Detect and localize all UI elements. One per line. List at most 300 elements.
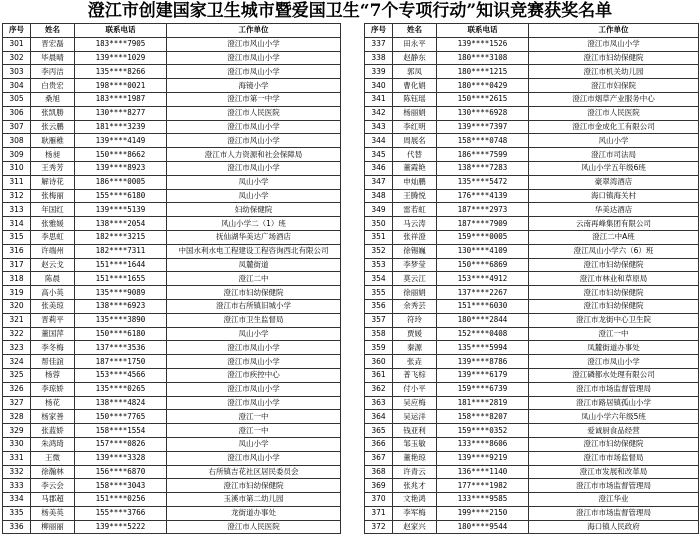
cell-index: 310	[3, 161, 31, 175]
cell-name: 毕晨晴	[31, 51, 75, 65]
cell-workplace: 澄江市人力资源和社会保障局	[167, 148, 341, 162]
cell-index: 338	[365, 51, 393, 65]
table-row	[365, 506, 699, 520]
table-row	[3, 203, 341, 217]
table-row	[365, 217, 699, 231]
cell-phone: 158****8207	[437, 410, 529, 424]
winners-table-right	[364, 23, 699, 534]
cell-index: 332	[3, 465, 31, 479]
cell-index: 334	[3, 493, 31, 507]
cell-name: 普飞棕	[393, 368, 437, 382]
cell-name: 许端州	[31, 244, 75, 258]
table-row	[3, 244, 341, 258]
cell-workplace: 澄江市龙街中心卫生院	[529, 313, 699, 327]
cell-phone: 150****6180	[75, 327, 167, 341]
cell-phone: 130****4109	[437, 244, 529, 258]
cell-index: 371	[365, 506, 393, 520]
cell-phone: 139****6179	[437, 368, 529, 382]
table-row	[365, 134, 699, 148]
cell-phone: 155****3766	[75, 506, 167, 520]
table-row	[3, 355, 341, 369]
cell-index: 333	[3, 479, 31, 493]
table-row	[365, 286, 699, 300]
header-phone: 联系电话	[75, 24, 167, 38]
cell-workplace: 澄江市市场监督管理局	[529, 382, 699, 396]
cell-workplace: 风山小学二（1）班	[167, 217, 341, 231]
cell-workplace: 凤麓街道办事处	[529, 341, 699, 355]
table-row	[3, 230, 341, 244]
cell-name: 徐丽娟	[393, 286, 437, 300]
cell-index: 372	[365, 520, 393, 534]
cell-index: 322	[3, 327, 31, 341]
cell-name: 钱亚利	[393, 424, 437, 438]
cell-workplace: 澄江市风山小学	[167, 37, 341, 51]
cell-phone: 135****5472	[437, 175, 529, 189]
cell-workplace: 风山小学	[529, 134, 699, 148]
cell-name: 董国萍	[31, 327, 75, 341]
cell-phone: 137****3536	[75, 341, 167, 355]
cell-workplace: 澄江市妇保院	[529, 79, 699, 93]
table-header-row	[365, 24, 699, 38]
cell-name: 张蓝娇	[31, 424, 75, 438]
cell-index: 308	[3, 134, 31, 148]
table-row	[365, 451, 699, 465]
cell-phone: 139****9219	[437, 451, 529, 465]
cell-phone: 151****1655	[75, 272, 167, 286]
cell-phone: 130****8277	[75, 106, 167, 120]
cell-index: 362	[365, 382, 393, 396]
cell-index: 369	[365, 479, 393, 493]
cell-name: 张祥澄	[393, 230, 437, 244]
table-row	[3, 286, 341, 300]
cell-phone: 137****2267	[437, 286, 529, 300]
cell-phone: 159****0005	[437, 230, 529, 244]
cell-phone: 177****1982	[437, 479, 529, 493]
cell-workplace: 澄江华业	[529, 493, 699, 507]
cell-phone: 181****3239	[75, 120, 167, 134]
cell-phone: 157****0826	[75, 437, 167, 451]
cell-index: 317	[3, 258, 31, 272]
page-title: 澄江市创建国家卫生城市暨爱国卫生“7个专项行动”知识竞赛获奖名单	[87, 1, 613, 21]
cell-index: 348	[365, 189, 393, 203]
table-row	[3, 161, 341, 175]
cell-index: 303	[3, 65, 31, 79]
cell-workplace: 凤山小学	[167, 437, 341, 451]
cell-index: 368	[365, 465, 393, 479]
table-row	[3, 148, 341, 162]
cell-name: 赵云戈	[31, 258, 75, 272]
cell-workplace: 爱诚厨食品经营	[529, 424, 699, 438]
cell-workplace: 海镜小学	[167, 79, 341, 93]
cell-index: 365	[365, 424, 393, 438]
cell-name: 白贵宏	[31, 79, 75, 93]
cell-name: 许青云	[393, 465, 437, 479]
cell-phone: 181****2819	[437, 396, 529, 410]
cell-index: 321	[3, 313, 31, 327]
cell-name: 张兆才	[393, 479, 437, 493]
cell-phone: 139****5222	[75, 520, 167, 534]
cell-index: 352	[365, 244, 393, 258]
cell-phone: 139****7397	[437, 120, 529, 134]
cell-phone: 139****1526	[437, 37, 529, 51]
cell-workplace: 澄江市妇幼保健院	[529, 437, 699, 451]
cell-name: 李军梅	[393, 506, 437, 520]
cell-workplace: 澄江市烟草产业服务中心	[529, 92, 699, 106]
cell-phone: 133****8606	[437, 437, 529, 451]
cell-index: 359	[365, 341, 393, 355]
cell-name: 赵静东	[393, 51, 437, 65]
table-row	[3, 106, 341, 120]
cell-index: 328	[3, 410, 31, 424]
cell-index: 341	[365, 92, 393, 106]
table-row	[365, 106, 699, 120]
cell-workplace: 凤山小学	[167, 189, 341, 203]
cell-index: 351	[365, 230, 393, 244]
cell-phone: 198****0021	[75, 79, 167, 93]
cell-workplace: 澄江市右所镇旧城小学	[167, 299, 341, 313]
cell-workplace: 澄江市凤山小学	[167, 355, 341, 369]
table-row	[3, 493, 341, 507]
table-row	[365, 148, 699, 162]
cell-index: 350	[365, 217, 393, 231]
table-row	[365, 327, 699, 341]
table-row	[365, 79, 699, 93]
cell-workplace: 澄江市妇幼保健院	[529, 286, 699, 300]
cell-name: 李红明	[393, 120, 437, 134]
cell-workplace: 澄江市凤山小学	[167, 341, 341, 355]
cell-phone: 150****2615	[437, 92, 529, 106]
cell-index: 345	[365, 148, 393, 162]
cell-index: 330	[3, 437, 31, 451]
cell-phone: 151****1644	[75, 258, 167, 272]
table-row	[3, 120, 341, 134]
cell-phone: 159****6739	[437, 382, 529, 396]
cell-workplace: 凤山小学	[167, 175, 341, 189]
table-row	[3, 217, 341, 231]
cell-phone: 186****7599	[437, 148, 529, 162]
cell-workplace: 澄江市妇幼保健院	[529, 299, 699, 313]
table-row	[365, 272, 699, 286]
table-row	[365, 396, 699, 410]
cell-index: 366	[365, 437, 393, 451]
table-header-row	[3, 24, 341, 38]
cell-index: 356	[365, 299, 393, 313]
cell-phone: 138****4824	[75, 396, 167, 410]
cell-workplace: 华美达酒店	[529, 203, 699, 217]
cell-phone: 180****1215	[437, 65, 529, 79]
cell-workplace: 妇幼保健院	[167, 203, 341, 217]
table-row	[3, 424, 341, 438]
cell-phone: 136****1140	[437, 465, 529, 479]
cell-index: 314	[3, 217, 31, 231]
cell-name: 雷若虹	[393, 203, 437, 217]
cell-phone: 182****7311	[75, 244, 167, 258]
cell-name: 周展名	[393, 134, 437, 148]
cell-index: 340	[365, 79, 393, 93]
cell-name: 代替	[393, 148, 437, 162]
cell-name: 李冬梅	[31, 341, 75, 355]
cell-phone: 158****1554	[75, 424, 167, 438]
table-row	[3, 437, 341, 451]
cell-workplace: 澄江市人民医院	[529, 106, 699, 120]
cell-workplace: 澄江市林业和草原局	[529, 272, 699, 286]
cell-name: 董艳琼	[393, 451, 437, 465]
cell-workplace: 中国水利水电工程建设工程咨询西北有限公司	[167, 244, 341, 258]
header-workplace: 工作单位	[167, 24, 341, 38]
cell-workplace: 澄江市风山小学	[167, 134, 341, 148]
cell-index: 346	[365, 161, 393, 175]
table-row	[3, 299, 341, 313]
cell-name: 李琼娇	[31, 382, 75, 396]
cell-workplace: 澄江市发展和改革局	[529, 465, 699, 479]
cell-name: 郭凤	[393, 65, 437, 79]
header-index: 序号	[365, 24, 393, 38]
cell-workplace: 抚仙湖华美达广场酒店	[167, 230, 341, 244]
table-row	[365, 230, 699, 244]
table-row	[365, 244, 699, 258]
cell-name: 徐瀚林	[31, 465, 75, 479]
cell-workplace: 右所镇吉花社区居民委员会	[167, 465, 341, 479]
cell-workplace: 玉溪市第二幼儿园	[167, 493, 341, 507]
table-row	[3, 341, 341, 355]
cell-index: 319	[3, 286, 31, 300]
cell-index: 313	[3, 203, 31, 217]
table-row	[3, 65, 341, 79]
table-row	[365, 341, 699, 355]
cell-index: 342	[365, 106, 393, 120]
cell-phone: 135****0265	[75, 382, 167, 396]
cell-phone: 133****9585	[437, 493, 529, 507]
table-row	[365, 368, 699, 382]
cell-phone: 159****0352	[437, 424, 529, 438]
cell-phone: 176****4139	[437, 189, 529, 203]
cell-phone: 155****6180	[75, 189, 167, 203]
cell-index: 364	[365, 410, 393, 424]
table-row	[365, 65, 699, 79]
table-row	[3, 272, 341, 286]
cell-index: 306	[3, 106, 31, 120]
table-row	[3, 396, 341, 410]
cell-index: 335	[3, 506, 31, 520]
cell-phone: 180****2844	[437, 313, 529, 327]
cell-workplace: 澄江市金成化工有限公司	[529, 120, 699, 134]
cell-workplace: 澄江二中A班	[529, 230, 699, 244]
table-row	[3, 465, 341, 479]
cell-workplace: 凤山小学	[167, 327, 341, 341]
cell-phone: 187****1750	[75, 355, 167, 369]
cell-index: 312	[3, 189, 31, 203]
cell-phone: 156****6870	[75, 465, 167, 479]
cell-phone: 182****3215	[75, 230, 167, 244]
cell-name: 高小英	[31, 286, 75, 300]
table-row	[365, 299, 699, 313]
table-row	[365, 465, 699, 479]
table-row	[365, 493, 699, 507]
cell-workplace: 澄江市凤山小学	[167, 65, 341, 79]
cell-index: 323	[3, 341, 31, 355]
cell-workplace: 澄江市妇幼保健院	[167, 286, 341, 300]
cell-name: 李思虹	[31, 230, 75, 244]
cell-name: 王腾悦	[393, 189, 437, 203]
table-row	[3, 175, 341, 189]
header-phone: 联系电话	[437, 24, 529, 38]
table-row	[3, 410, 341, 424]
table-row	[365, 355, 699, 369]
cell-name: 李梦莹	[393, 258, 437, 272]
cell-phone: 150****7765	[75, 410, 167, 424]
cell-index: 353	[365, 258, 393, 272]
cell-workplace: 澄江市凤山小学	[167, 120, 341, 134]
cell-name: 张凯勝	[31, 106, 75, 120]
cell-index: 316	[3, 244, 31, 258]
cell-name: 符玲	[393, 313, 437, 327]
cell-phone: 180****0429	[437, 79, 529, 93]
cell-workplace: 龙街道办事处	[167, 506, 341, 520]
cell-phone: 139****3328	[75, 451, 167, 465]
cell-index: 307	[3, 120, 31, 134]
cell-workplace: 澄江一中	[529, 327, 699, 341]
cell-workplace: 澄江二中	[167, 272, 341, 286]
cell-workplace: 澄江市凤山小学	[167, 51, 341, 65]
table-row	[3, 37, 341, 51]
table-row	[3, 451, 341, 465]
table-row	[3, 92, 341, 106]
cell-phone: 153****4912	[437, 272, 529, 286]
table-row	[3, 368, 341, 382]
cell-name: 朱鸿琦	[31, 437, 75, 451]
cell-phone: 187****7909	[437, 217, 529, 231]
cell-phone: 139****1029	[75, 51, 167, 65]
cell-workplace: 澄江市市场监督管理局	[529, 479, 699, 493]
cell-name: 杨昶	[31, 148, 75, 162]
cell-phone: 139****8786	[437, 355, 529, 369]
table-row	[3, 79, 341, 93]
cell-name: 杨美英	[31, 506, 75, 520]
cell-name: 申灿鹏	[393, 175, 437, 189]
cell-name: 王微	[31, 451, 75, 465]
cell-index: 315	[3, 230, 31, 244]
table-row	[365, 37, 699, 51]
cell-name: 董霞艳	[393, 161, 437, 175]
cell-name: 晋莉平	[31, 313, 75, 327]
cell-index: 357	[365, 313, 393, 327]
cell-phone: 180****3108	[437, 51, 529, 65]
cell-index: 301	[3, 37, 31, 51]
cell-phone: 138****7283	[437, 161, 529, 175]
cell-workplace: 澄江市第一中学	[167, 92, 341, 106]
cell-workplace: 凤麓街道	[167, 258, 341, 272]
winners-table-left	[2, 23, 341, 534]
cell-index: 337	[365, 37, 393, 51]
cell-index: 309	[3, 148, 31, 162]
table-row	[365, 92, 699, 106]
cell-name: 张雅媛	[31, 217, 75, 231]
cell-index: 339	[365, 65, 393, 79]
cell-phone: 180****9544	[437, 520, 529, 534]
cell-name: 李丙洁	[31, 65, 75, 79]
cell-phone: 186****0005	[75, 175, 167, 189]
cell-workplace: 澄江市妇幼保健院	[167, 479, 341, 493]
cell-index: 360	[365, 355, 393, 369]
cell-workplace: 海口镇人民政府	[529, 520, 699, 534]
cell-phone: 135****5994	[437, 341, 529, 355]
cell-name: 秦源	[393, 341, 437, 355]
cell-workplace: 澄江市路居镇孤山小学	[529, 396, 699, 410]
cell-name: 曹化娟	[393, 79, 437, 93]
cell-workplace: 澄江市凤山小学	[167, 161, 341, 175]
cell-name: 杨家善	[31, 410, 75, 424]
cell-phone: 151****0256	[75, 493, 167, 507]
table-row	[3, 134, 341, 148]
cell-index: 347	[365, 175, 393, 189]
cell-index: 325	[3, 368, 31, 382]
cell-name: 莫云江	[393, 272, 437, 286]
cell-workplace: 澄江凤山小学六（6）班	[529, 244, 699, 258]
cell-name: 耿雁稚	[31, 134, 75, 148]
cell-phone: 139****4149	[75, 134, 167, 148]
cell-name: 王秀芳	[31, 161, 75, 175]
cell-name: 余秀芸	[393, 299, 437, 313]
cell-name: 杨花	[31, 396, 75, 410]
cell-name: 邹玉敏	[393, 437, 437, 451]
cell-name: 桑旭	[31, 92, 75, 106]
cell-index: 302	[3, 51, 31, 65]
cell-index: 331	[3, 451, 31, 465]
table-row	[365, 120, 699, 134]
cell-name: 贾媛	[393, 327, 437, 341]
cell-index: 305	[3, 92, 31, 106]
cell-name: 李云会	[31, 479, 75, 493]
table-row	[365, 313, 699, 327]
cell-workplace: 澄江磷都水处理有限公司	[529, 368, 699, 382]
table-row	[365, 51, 699, 65]
cell-phone: 135****9089	[75, 286, 167, 300]
cell-name: 陈晨	[31, 272, 75, 286]
table-row	[365, 175, 699, 189]
table-row	[3, 258, 341, 272]
cell-index: 358	[365, 327, 393, 341]
cell-name: 徐锡巍	[393, 244, 437, 258]
cell-workplace: 澄江市市场监督局	[529, 451, 699, 465]
cell-phone: 135****8266	[75, 65, 167, 79]
cell-workplace: 澄江市卫生监督局	[167, 313, 341, 327]
table-row	[365, 437, 699, 451]
cell-name: 杨蓉	[31, 368, 75, 382]
cell-phone: 135****3890	[75, 313, 167, 327]
cell-phone: 199****2150	[437, 506, 529, 520]
cell-name: 杨丽娟	[393, 106, 437, 120]
header-name: 姓名	[393, 24, 437, 38]
cell-name: 付小平	[393, 382, 437, 396]
cell-workplace: 澄江市凤山小学	[167, 396, 341, 410]
cell-index: 326	[3, 382, 31, 396]
cell-workplace: 澄江市人民医院	[167, 106, 341, 120]
cell-name: 吴应梅	[393, 396, 437, 410]
cell-name: 柳丽丽	[31, 520, 75, 534]
cell-index: 304	[3, 79, 31, 93]
cell-name: 张云鹏	[31, 120, 75, 134]
cell-index: 344	[365, 134, 393, 148]
cell-workplace: 豪翠湾酒店	[529, 175, 699, 189]
cell-workplace: 海口镇海关村	[529, 189, 699, 203]
cell-index: 349	[365, 203, 393, 217]
cell-index: 343	[365, 120, 393, 134]
cell-phone: 183****1987	[75, 92, 167, 106]
cell-phone: 152****0408	[437, 327, 529, 341]
cell-name: 解诗花	[31, 175, 75, 189]
cell-workplace: 澄江市机关幼儿园	[529, 65, 699, 79]
header-workplace: 工作单位	[529, 24, 699, 38]
